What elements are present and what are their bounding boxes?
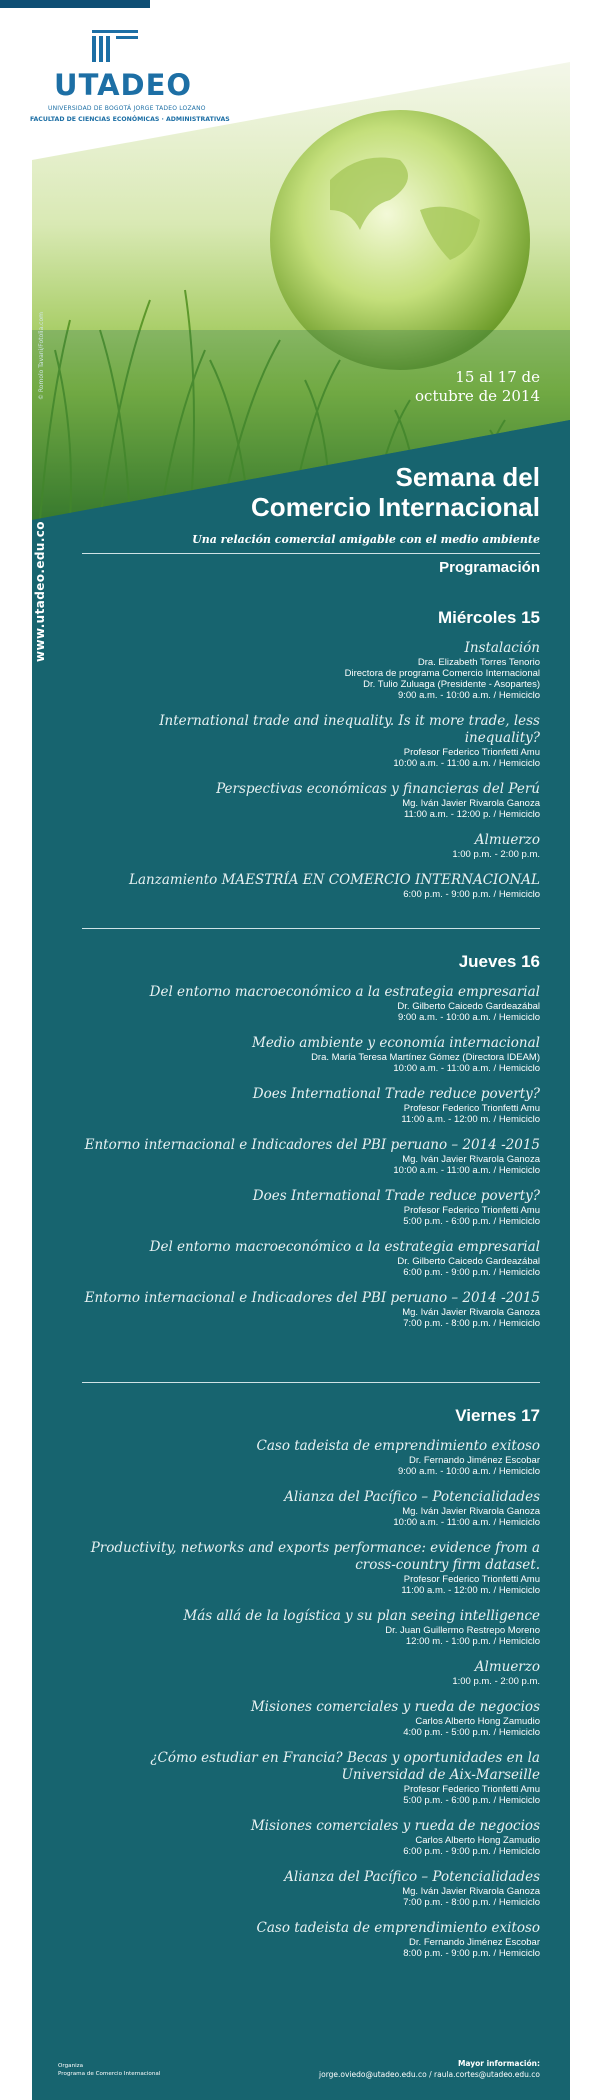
day-section-wednesday: [80, 608, 540, 912]
day-section-thursday: [80, 952, 540, 1341]
schedule-event: [80, 781, 540, 820]
event-speaker: Dra. María Teresa Martínez Gómez (Directora IDEAM): [311, 1052, 540, 1063]
schedule-event: [80, 1489, 540, 1528]
event-title: Does International Trade reduce poverty?: [252, 1188, 540, 1204]
schedule-event: [80, 1540, 540, 1596]
schedule-event: [80, 1659, 540, 1687]
logo-wordmark: UTADEO: [54, 68, 193, 102]
event-time-location: 9:00 a.m. - 10:00 a.m. / Hemiciclo: [397, 1466, 540, 1477]
schedule-event: [80, 1750, 540, 1806]
event-dates-line2: octubre de 2014: [415, 387, 540, 405]
schedule-event: [80, 1188, 540, 1227]
day-title: Viernes 17: [455, 1406, 540, 1425]
event-speaker: Profesor Federico Trionfetti Amu: [403, 1103, 540, 1114]
event-time-location: 4:00 p.m. - 5:00 p.m. / Hemiciclo: [403, 1727, 540, 1738]
schedule-event: [80, 1239, 540, 1278]
utadeo-logo: [30, 28, 230, 123]
event-speaker: Mg. Iván Javier Rivarola Ganoza: [402, 798, 540, 809]
event-time-location: 8:00 p.m. - 9:00 p.m. / Hemiciclo: [403, 1948, 540, 1959]
event-speaker: Carlos Alberto Hong Zamudio: [415, 1716, 540, 1727]
event-title: Does International Trade reduce poverty?: [252, 1086, 540, 1102]
event-title: Entorno internacional e Indicadores del PBI peruano – 2014 -2015: [84, 1290, 540, 1306]
event-time-location: 1:00 p.m. - 2:00 p.m.: [452, 849, 540, 860]
event-time-location: 1:00 p.m. - 2:00 p.m.: [452, 1676, 540, 1687]
page-title: [251, 462, 540, 522]
event-speaker: Dr. Gilberto Caicedo Gardeazábal: [397, 1001, 540, 1012]
event-time-location: 10:00 a.m. - 11:00 a.m. / Hemiciclo: [393, 758, 540, 769]
footer-info-label: Mayor información:: [457, 2059, 540, 2068]
schedule-event: [80, 1699, 540, 1738]
event-speaker: Dr. Fernando Jiménez Escobar: [409, 1455, 540, 1466]
schedule-event: [80, 1086, 540, 1125]
schedule-event: [80, 1869, 540, 1908]
photo-credit: © Romolo Tavani/Fotolia.com: [38, 312, 45, 400]
schedule-event: [80, 1438, 540, 1477]
schedule-event: [80, 1920, 540, 1959]
event-time-location: 11:00 a.m. - 12:00 m. / Hemiciclo: [401, 1585, 540, 1596]
event-time-location: 10:00 a.m. - 11:00 a.m. / Hemiciclo: [393, 1165, 540, 1176]
event-title: International trade and inequality. Is it more trade, less inequality?: [159, 713, 540, 746]
event-speaker: Mg. Iván Javier Rivarola Ganoza: [402, 1154, 540, 1165]
logo-university-name: UNIVERSIDAD DE BOGOTÁ JORGE TADEO LOZANO: [48, 105, 206, 112]
day-title: Miércoles 15: [437, 608, 540, 627]
schedule-event: [80, 1290, 540, 1329]
event-time-location: 10:00 a.m. - 11:00 a.m. / Hemiciclo: [393, 1063, 540, 1074]
event-title: Misiones comerciales y rueda de negocios: [250, 1818, 540, 1834]
schedule-event: [80, 713, 540, 769]
event-time-location: 6:00 p.m. - 9:00 p.m. / Hemiciclo: [403, 889, 540, 900]
footer-organiza-value: Programa de Comercio Internacional: [58, 2071, 161, 2077]
footer-organiza-label: Organiza: [58, 2063, 84, 2069]
day-title: Jueves 16: [458, 952, 540, 971]
footer-contact: [319, 2058, 540, 2080]
event-title: Medio ambiente y economía internacional: [252, 1035, 540, 1051]
divider: [82, 1382, 540, 1383]
event-speaker: Directora de programa Comercio Internacional: [344, 668, 540, 679]
event-speaker: Dra. Elizabeth Torres Tenorio: [417, 657, 540, 668]
event-speaker: Mg. Iván Javier Rivarola Ganoza: [402, 1506, 540, 1517]
divider: [82, 928, 540, 929]
schedule-event: [80, 1608, 540, 1647]
event-title: Alianza del Pacífico – Potencialidades: [284, 1869, 540, 1885]
schedule-event: [80, 832, 540, 860]
page-title-line2: Comercio Internacional: [251, 492, 540, 522]
schedule-event: [80, 1137, 540, 1176]
event-time-location: 6:00 p.m. - 9:00 p.m. / Hemiciclo: [403, 1267, 540, 1278]
footer-info-contacts[interactable]: jorge.oviedo@utadeo.edu.co / raula.cortes@utadeo.edu.co: [319, 2070, 540, 2079]
event-title: Caso tadeista de emprendimiento exitoso: [256, 1920, 540, 1936]
event-speaker: Profesor Federico Trionfetti Amu: [403, 1205, 540, 1216]
event-time-location: 10:00 a.m. - 11:00 a.m. / Hemiciclo: [393, 1517, 540, 1528]
event-title: Alianza del Pacífico – Potencialidades: [284, 1489, 540, 1505]
event-dates: [415, 368, 540, 406]
event-time-location: 11:00 a.m. - 12:00 m. / Hemiciclo: [401, 1114, 540, 1125]
event-time-location: 6:00 p.m. - 9:00 p.m. / Hemiciclo: [403, 1846, 540, 1857]
schedule-event: [80, 640, 540, 701]
event-title: Entorno internacional e Indicadores del PBI peruano – 2014 -2015: [84, 1137, 540, 1153]
schedule-event: [80, 1818, 540, 1857]
event-speaker: Dr. Gilberto Caicedo Gardeazábal: [397, 1256, 540, 1267]
event-time-location: 9:00 a.m. - 10:00 a.m. / Hemiciclo: [397, 1012, 540, 1023]
event-time-location: 5:00 p.m. - 6:00 p.m. / Hemiciclo: [403, 1795, 540, 1806]
event-speaker: Carlos Alberto Hong Zamudio: [415, 1835, 540, 1846]
event-time-location: 7:00 p.m. - 8:00 p.m. / Hemiciclo: [403, 1897, 540, 1908]
event-speaker: Dr. Juan Guillermo Restrepo Moreno: [385, 1625, 540, 1636]
schedule-event: [80, 984, 540, 1023]
event-speaker: Mg. Iván Javier Rivarola Ganoza: [402, 1886, 540, 1897]
event-title: Misiones comerciales y rueda de negocios: [250, 1699, 540, 1715]
schedule-event: [80, 872, 540, 900]
event-title: Perspectivas económicas y financieras del Perú: [216, 781, 540, 797]
event-time-location: 11:00 a.m. - 12:00 p. / Hemiciclo: [403, 809, 540, 820]
event-speaker: Profesor Federico Trionfetti Amu: [403, 747, 540, 758]
event-time-location: 9:00 a.m. - 10:00 a.m. / Hemiciclo: [397, 690, 540, 701]
event-dates-line1: 15 al 17 de: [455, 368, 540, 386]
programacion-heading: Programación: [439, 559, 540, 576]
event-speaker: Profesor Federico Trionfetti Amu: [403, 1574, 540, 1585]
event-title: Productivity, networks and exports performance: evidence from a cross-country firm dataset.: [90, 1540, 540, 1573]
event-title: Del entorno macroeconómico a la estrategia empresarial: [149, 1239, 540, 1255]
event-time-location: 7:00 p.m. - 8:00 p.m. / Hemiciclo: [403, 1318, 540, 1329]
event-title: Más allá de la logística y su plan seeing intelligence: [183, 1608, 540, 1624]
event-time-location: 12:00 m. - 1:00 p.m. / Hemiciclo: [405, 1636, 540, 1647]
event-time-location: 5:00 p.m. - 6:00 p.m. / Hemiciclo: [403, 1216, 540, 1227]
divider: [82, 553, 540, 554]
event-speaker: Profesor Federico Trionfetti Amu: [403, 1784, 540, 1795]
logo-faculty-name: FACULTAD DE CIENCIAS ECONÓMICAS · ADMINISTRATIVAS: [30, 116, 230, 123]
event-speaker: Mg. Iván Javier Rivarola Ganoza: [402, 1307, 540, 1318]
event-title: Lanzamiento MAESTRÍA EN COMERCIO INTERNACIONAL: [129, 872, 540, 888]
schedule-event: [80, 1035, 540, 1074]
event-speaker: Dr. Fernando Jiménez Escobar: [409, 1937, 540, 1948]
event-speaker: Dr. Tulio Zuluaga (Presidente - Asopartes): [363, 679, 540, 690]
event-title: Almuerzo: [474, 832, 540, 848]
event-title: ¿Cómo estudiar en Francia? Becas y oportunidades en la Universidad de Aix-Marseille: [150, 1750, 540, 1783]
event-title: Almuerzo: [474, 1659, 540, 1675]
footer-organizer: [58, 2062, 160, 2078]
page-subtitle: Una relación comercial amigable con el medio ambiente: [192, 533, 540, 546]
utadeo-logo-mark: [88, 28, 142, 64]
event-title: Del entorno macroeconómico a la estrategia empresarial: [149, 984, 540, 1000]
page-title-line1: Semana del: [395, 462, 540, 492]
event-title: Instalación: [464, 640, 540, 656]
day-section-friday: [80, 1406, 540, 1971]
event-title: Caso tadeista de emprendimiento exitoso: [256, 1438, 540, 1454]
side-website-url[interactable]: www.utadeo.edu.co: [33, 521, 47, 662]
